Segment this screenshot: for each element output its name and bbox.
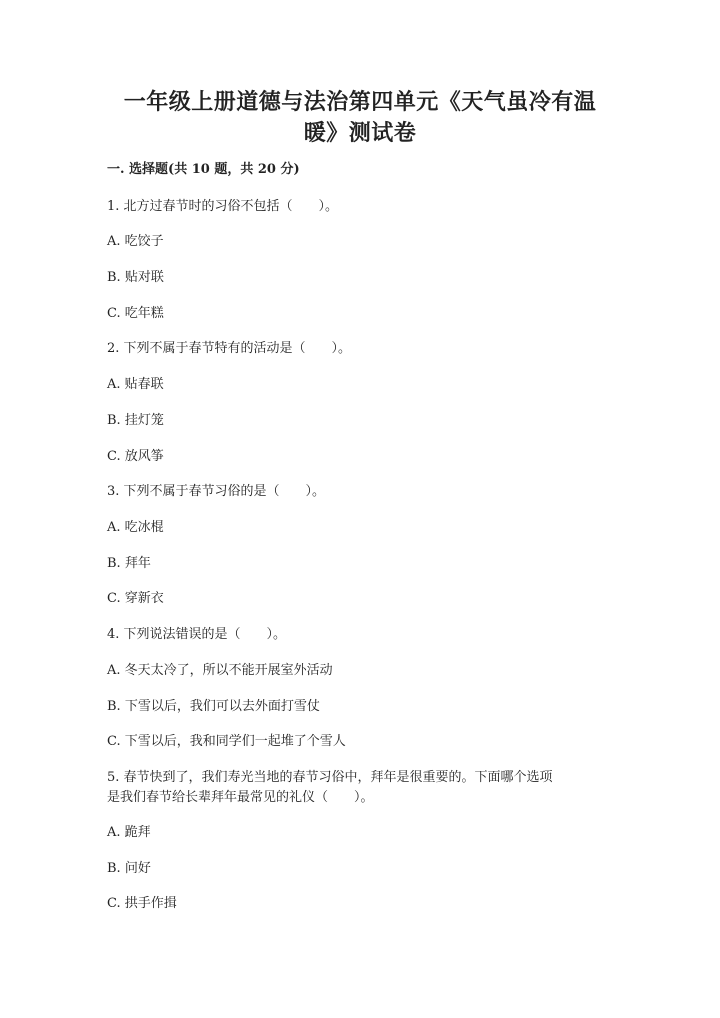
- question-5-option-b: B. 问好: [107, 861, 151, 876]
- question-3-option-a: A. 吃冰棍: [107, 520, 164, 535]
- question-3-stem: 3. 下列不属于春节习俗的是（ ）。: [107, 484, 326, 499]
- section-heading: 一. 选择题(共 10 题，共 20 分): [107, 162, 300, 177]
- question-2-option-b: B. 挂灯笼: [107, 413, 164, 428]
- question-2-stem: 2. 下列不属于春节特有的活动是（ ）。: [107, 341, 352, 356]
- question-5-stem-line-2: 是我们春节给长辈拜年最常见的礼仪（ ）。: [107, 790, 374, 805]
- question-3-option-c: C. 穿新衣: [107, 591, 164, 606]
- question-5-stem-line-1: 5. 春节快到了，我们寿光当地的春节习俗中，拜年是很重要的。下面哪个选项: [107, 770, 553, 785]
- question-5-option-a: A. 跪拜: [107, 825, 151, 840]
- title-line-2: 暖》测试卷: [303, 120, 417, 146]
- question-4-stem: 4. 下列说法错误的是（ ）。: [107, 627, 287, 642]
- question-3-option-b: B. 拜年: [107, 556, 151, 571]
- title-line-1: 一年级上册道德与法治第四单元《天气虽冷有温: [123, 89, 597, 115]
- question-4-option-a: A. 冬天太冷了，所以不能开展室外活动: [107, 663, 333, 678]
- question-1-option-a: A. 吃饺子: [107, 234, 164, 249]
- question-4-option-c: C. 下雪以后，我和同学们一起堆了个雪人: [107, 734, 346, 749]
- question-4-option-b: B. 下雪以后，我们可以去外面打雪仗: [107, 699, 320, 714]
- question-1-option-c: C. 吃年糕: [107, 306, 164, 321]
- question-5-option-c: C. 拱手作揖: [107, 896, 177, 911]
- question-2-option-a: A. 贴春联: [107, 377, 164, 392]
- question-2-option-c: C. 放风筝: [107, 449, 164, 464]
- question-1-option-b: B. 贴对联: [107, 270, 164, 285]
- question-1-stem: 1. 北方过春节时的习俗不包括（ ）。: [107, 199, 339, 214]
